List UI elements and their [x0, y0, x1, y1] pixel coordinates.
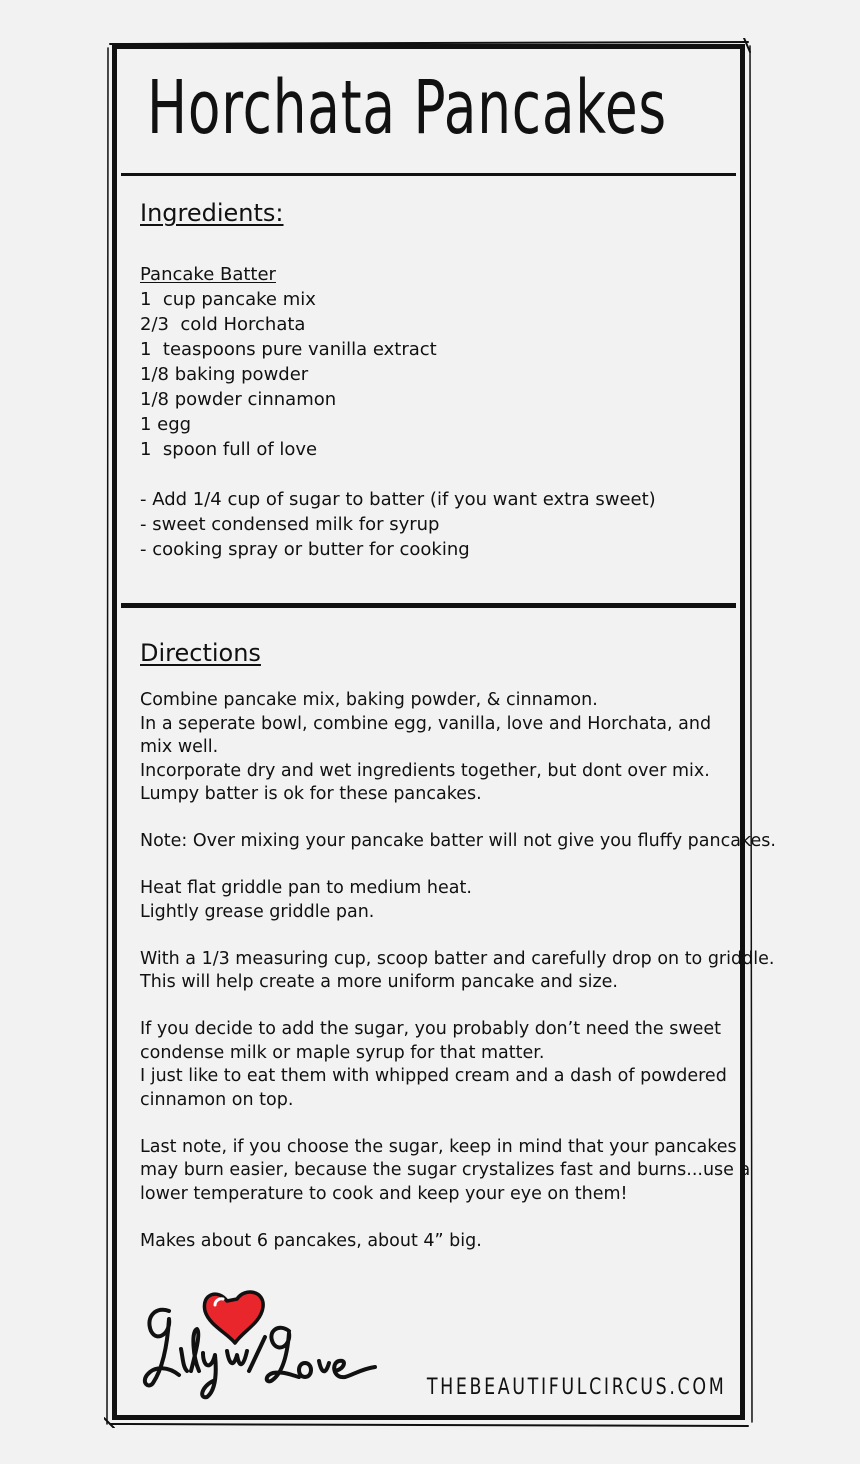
- directions-paragraph: [140, 689, 740, 807]
- recipe-title: Horchata Pancakes: [147, 65, 667, 151]
- directions-line: cinnamon on top.: [140, 1089, 294, 1110]
- extra-item: - Add 1/4 cup of sugar to batter (if you want extra sweet): [140, 489, 656, 510]
- directions-line: I just like to eat them with whipped cream and a dash of powdered: [140, 1066, 727, 1086]
- recipe-card: [112, 44, 776, 1420]
- section-divider: [121, 603, 736, 608]
- directions-line: lower temperature to cook and keep your eye on them!: [140, 1183, 628, 1204]
- directions-line: With a 1/3 measuring cup, scoop batter and carefully drop on to griddle.: [140, 948, 775, 969]
- directions-paragraph: [140, 877, 740, 924]
- directions-line: condense milk or maple syrup for that matter.: [140, 1042, 545, 1063]
- ingredient-item: 1 cup pancake mix: [140, 289, 316, 310]
- directions-line: If you decide to add the sugar, you probably don’t need the sweet: [140, 1019, 722, 1039]
- directions-line: Last note, if you choose the sugar, keep in mind that your pancakes: [140, 1136, 737, 1157]
- website-url: THEBEAUTIFULCIRCUS.COM: [426, 1375, 726, 1400]
- directions-paragraph: [140, 830, 776, 854]
- directions-text: [140, 689, 776, 1277]
- extra-item: - cooking spray or butter for cooking: [140, 539, 470, 560]
- directions-line: Combine pancake mix, baking powder, & cinnamon.: [140, 690, 598, 710]
- ingredients-list: [140, 262, 730, 562]
- directions-line: Heat flat griddle pan to medium heat.: [140, 878, 472, 898]
- directions-line: Lumpy batter is ok for these pancakes.: [140, 784, 482, 804]
- ingredient-item: 1 spoon full of love: [140, 439, 318, 460]
- ingredient-item: 1 teaspoons pure vanilla extract: [140, 339, 437, 360]
- directions-paragraph: [140, 1018, 740, 1112]
- title-divider: [121, 173, 736, 176]
- directions-line: This will help create a more uniform pancake and size.: [140, 972, 618, 992]
- extra-item: - sweet condensed milk for syrup: [140, 514, 440, 535]
- directions-line: may burn easier, because the sugar crystalizes fast and burns...use a: [140, 1160, 751, 1180]
- ingredient-item: 1 egg: [140, 414, 192, 435]
- ingredient-item: 2/3 cold Horchata: [140, 314, 306, 335]
- ingredient-item: 1/8 powder cinnamon: [140, 389, 337, 410]
- heart-icon: [204, 1292, 263, 1343]
- directions-paragraph: [140, 948, 775, 995]
- directions-line: Incorporate dry and wet ingredients together, but dont over mix.: [140, 760, 710, 781]
- directions-line: Note: Over mixing your pancake batter will not give you fluffy pancakes.: [140, 831, 776, 851]
- ingredient-item: 1/8 baking powder: [140, 364, 309, 385]
- directions-line: Makes about 6 pancakes, about 4” big.: [140, 1230, 482, 1251]
- directions-heading: Directions: [140, 639, 261, 667]
- ingredients-heading: Ingredients:: [140, 199, 284, 227]
- directions-paragraph: [140, 1230, 740, 1254]
- directions-line: mix well.: [140, 737, 219, 757]
- directions-line: Lightly grease griddle pan.: [140, 901, 375, 922]
- pancake-batter-subheading: Pancake Batter: [140, 264, 276, 285]
- signature-logo: [139, 1271, 389, 1401]
- signature-script: [145, 1310, 375, 1398]
- directions-line: In a seperate bowl, combine egg, vanilla, love and Horchata, and: [140, 713, 712, 734]
- directions-paragraph: [140, 1136, 751, 1207]
